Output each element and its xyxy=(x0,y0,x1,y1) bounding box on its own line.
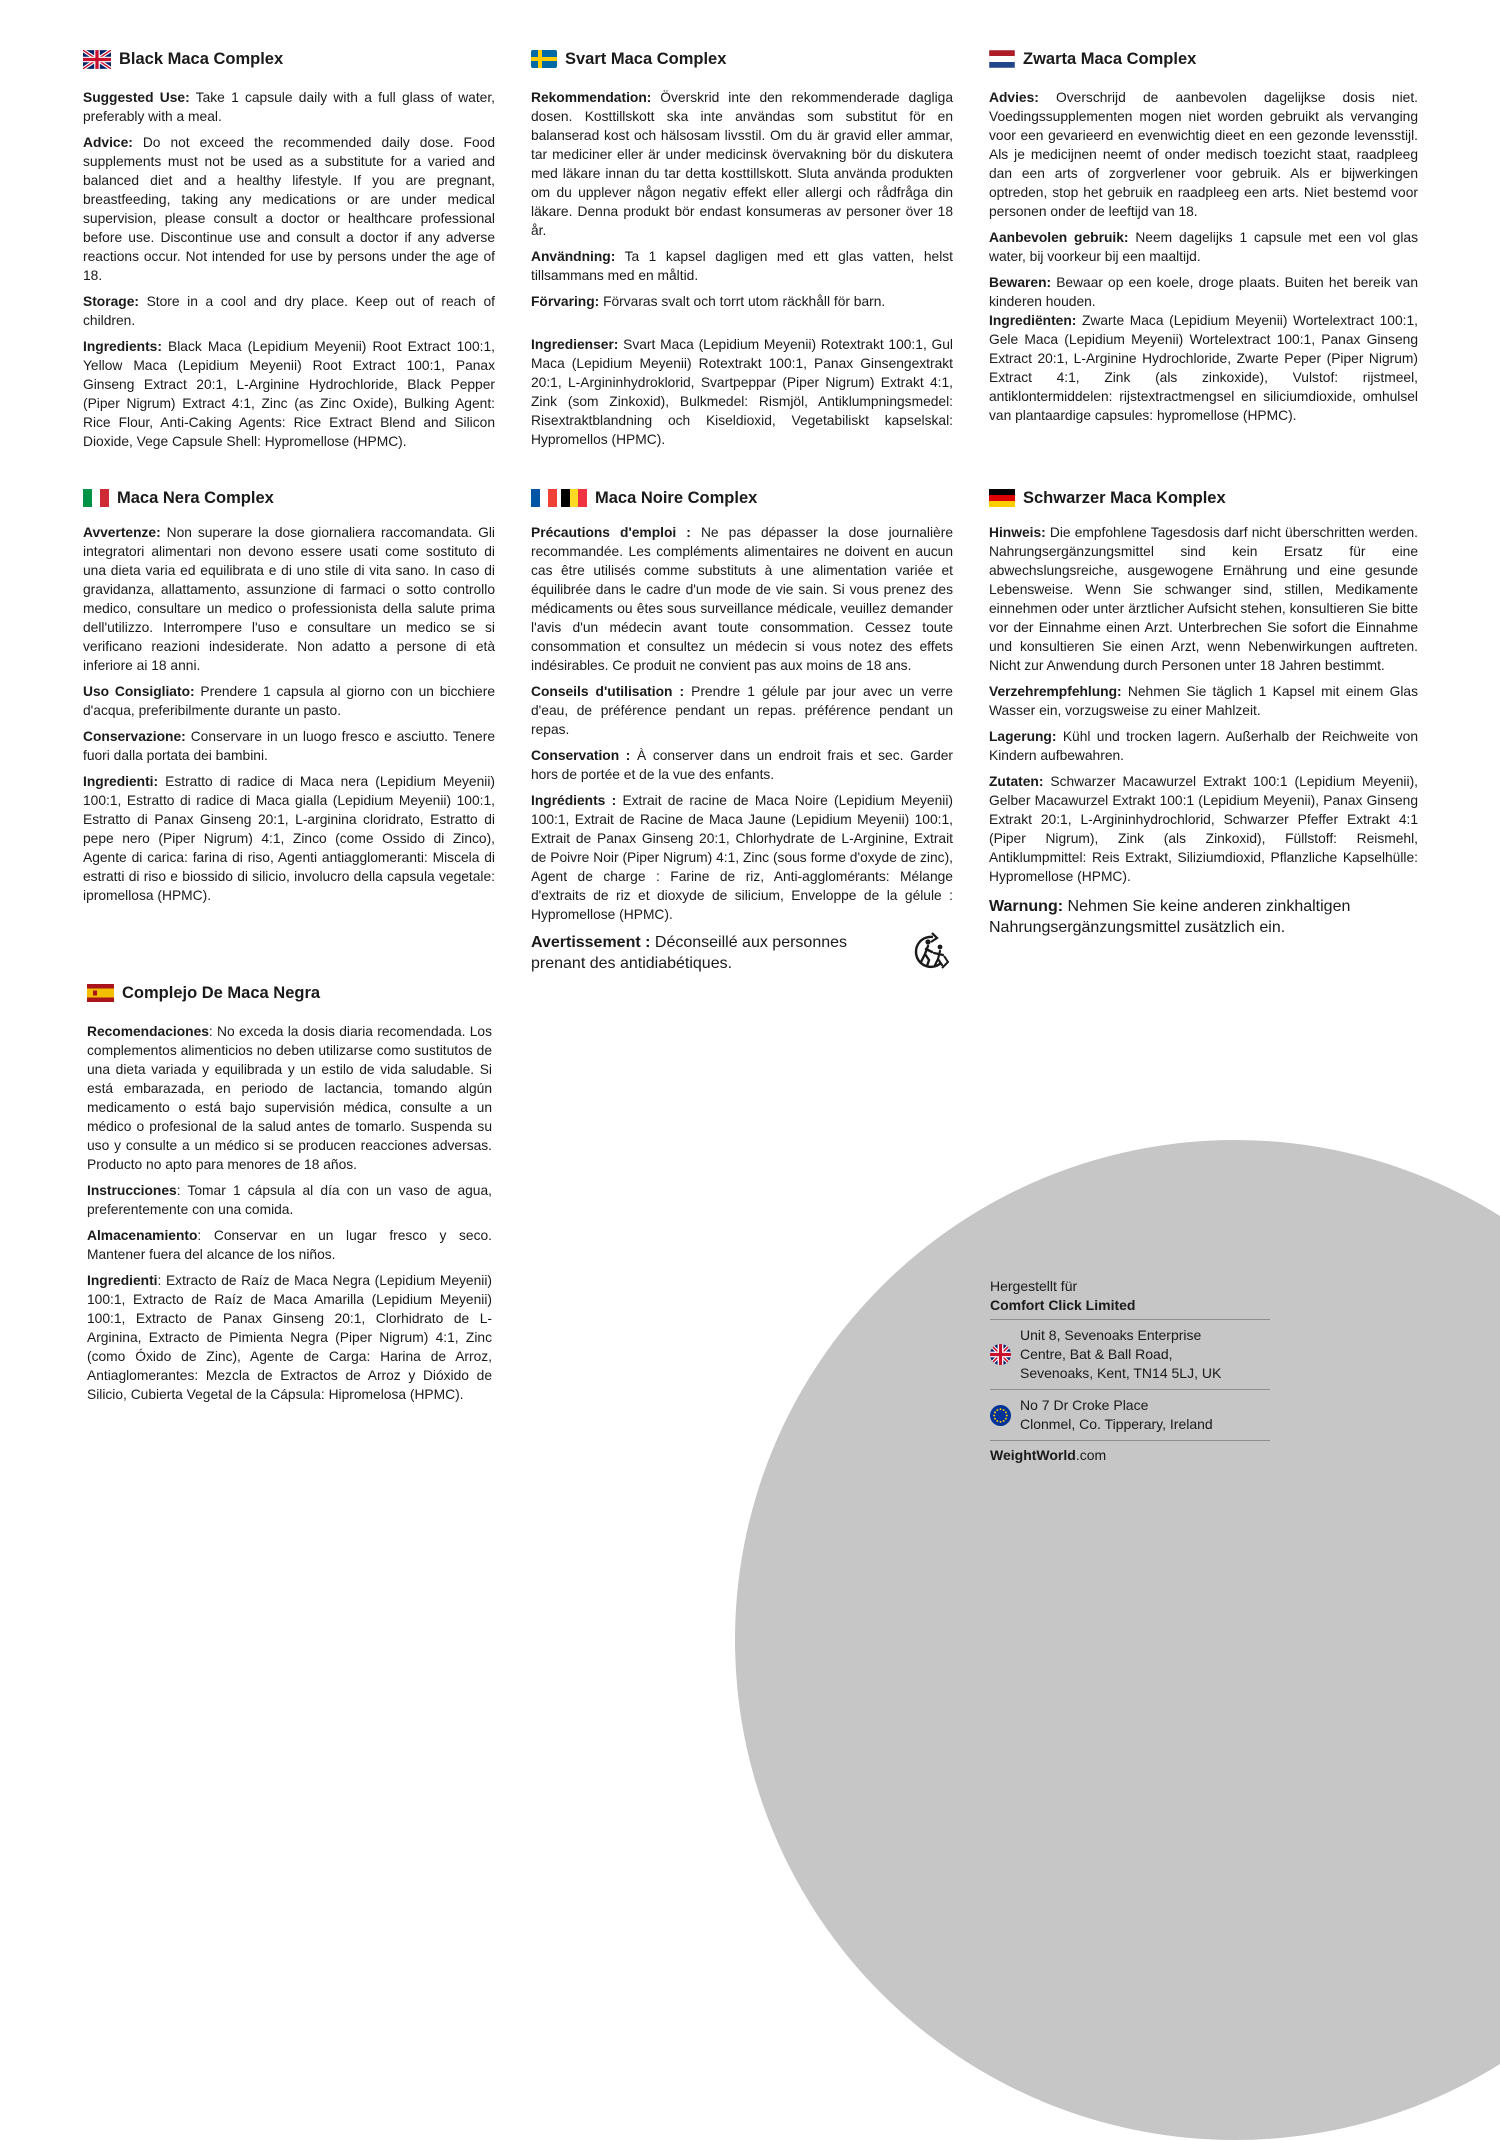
ingredients-paragraph: Ingredienti: Estratto di radice di Maca nera (Lepidium Meyenii) 100:1, Estratto di radice di Maca gialla (Lepidium Meyenii) 100:1, Estratto di Panax Ginseng 20:1, L-arginina cloridrato, Estratto di pepe nero (Piper Nigrum) 4:1, Zinco (come Ossido di Zinco), Agente di carica: farina di riso, Agenti antiagglomeranti: Miscela di estratti di riso e biossido di silicio, involucro della capsula vegetale: ipromellosa (HPMC). xyxy=(83,774,495,903)
ingredients-paragraph: Ingredients: Black Maca (Lepidium Meyenii) Root Extract 100:1, Yellow Maca (Lepidium Meyenii) Root Extract 100:1, Panax Ginseng Extract 20:1, L-Arginine Hydrochloride, Black Pepper (Piper Nigrum) Extract 4:1, Zinc (as Zinc Oxide), Bulking Agent: Rice Flour, Anti-Caking Agents: Rice Extract Blend and Silicon Dioxide, Vege Capsule Shell: Hypromellose (HPMC). xyxy=(83,339,495,449)
section-title xyxy=(531,487,953,509)
section-title-text: Zwarta Maca Complex xyxy=(1023,49,1197,68)
uk-flag-icon xyxy=(990,1344,1011,1365)
france-flag-icon xyxy=(531,489,557,507)
warning-text: Avertissement : Déconseillé aux personnes prenant des antidiabétiques. xyxy=(531,934,848,972)
advice-paragraph: Advies: Overschrijd de aanbevolen dagelijkse dosis niet. Voedingssupplementen mogen niet worden gebruikt als vervanging voor een gevarieerd en evenwichtig dieet en een gezonde levensstijl. Als je medicijnen neemt of onder medisch toezicht staat, raadpleeg dan een arts of zorgverlener voor gebruik. Als er bijwerkingen optreden, stop het gebruik en raadpleeg een arts. Niet bestemd voor personen onder de leeftijd van 18. xyxy=(989,90,1418,219)
spain-flag-icon xyxy=(87,984,114,1002)
section-swedish xyxy=(531,48,953,456)
consumption-recommendation-paragraph: Verzehrempfehlung: Nehmen Sie täglich 1 Kapsel mit einem Glas Wasser ein, vorzugsweise zu einer Mahlzeit. xyxy=(989,684,1418,718)
section-title xyxy=(87,982,492,1004)
uk-address-line-3: Sevenoaks, Kent, TN14 5LJ, UK xyxy=(1020,1365,1222,1381)
uk-address-row xyxy=(990,1319,1270,1389)
instructions-paragraph: Instrucciones: Tomar 1 cápsula al día con un vaso de agua, preferentemente con una comida. xyxy=(87,1183,492,1217)
netherlands-flag-icon xyxy=(989,50,1015,68)
section-title xyxy=(531,48,953,70)
ingredients-paragraph: Zutaten: Schwarzer Macawurzel Extrakt 100:1 (Lepidium Meyenii), Gelber Macawurzel Extrakt 100:1 (Lepidium Meyenii), Panax Ginseng Extrakt 20:1, L-Argininhydrochlorid, Schwarzer Pfeffer Extrakt 4:1 (Piper Nigrum), Zink (als Zinkoxid), Füllstoff: Reismehl, Antiklumpmittel: Reis Extrakt, Siliziumdioxid, Pflanzliche Kapselhülle: Hypromellose (HPMC). xyxy=(989,774,1418,884)
section-title-text: Svart Maca Complex xyxy=(565,49,727,68)
eu-address-line-2: Clonmel, Co. Tipperary, Ireland xyxy=(1020,1416,1213,1432)
made-for-label: Hergestellt für xyxy=(990,1278,1078,1294)
section-title-text: Maca Nera Complex xyxy=(117,488,274,507)
eu-address-row xyxy=(990,1389,1270,1440)
section-title-text: Complejo De Maca Negra xyxy=(122,983,321,1002)
germany-flag-icon xyxy=(989,489,1015,507)
manufacturer-block xyxy=(990,1277,1270,1465)
company-name: Comfort Click Limited xyxy=(990,1297,1136,1313)
section-french xyxy=(531,487,953,974)
precautions-paragraph: Précautions d'emploi : Ne pas dépasser la dose journalière recommandée. Les compléments alimentaires ne doivent en aucun cas être utilisés comme substituts à une alimentation variée et équilibrée dans le cadre d'un mode de vie sain. Si vous prenez des médicaments ou êtes sous surveillance médicale, veuillez demander l'avis d'un médecin avant toute consommation. Cessez toute consommation et consultez un médecin si vous notez des effets indésirables. Ce produit ne convient pas aux moins de 18 ans. xyxy=(531,525,953,673)
storage-paragraph: Förvaring: Förvaras svalt och torrt utom räckhåll för barn. xyxy=(531,294,886,309)
ingredients-paragraph: Ingredienser: Svart Maca (Lepidium Meyenii) Rotextrakt 100:1, Gul Maca (Lepidium Meyenii) Rotextrakt 100:1, Panax Ginsengextrakt 20:1, L-Argininhydroklorid, Svartpeppar (Piper Nigrum) Extrakt 4:1, Zink (som Zinkoxid), Bulkmedel: Rismjöl, Antiklumpningsmedel: Risextraktblandning och Kiseldioxid, Vegetabiliskt kapselskal: Hypromellos (HPMC). xyxy=(531,337,953,447)
section-english xyxy=(83,48,495,458)
storage-paragraph: Lagerung: Kühl und trocken lagern. Außerhalb der Reichweite von Kindern aufbewahren. xyxy=(989,729,1418,763)
notice-paragraph: Hinweis: Die empfohlene Tagesdosis darf nicht überschritten werden. Nahrungsergänzungsmittel sind kein Ersatz für eine abwechslungsreiche, ausgewogene Ernährung und eine gesunde Lebensweise. Wenn Sie schwanger sind, stillen, Medikamente einnehmen oder unter ärztlicher Aufsicht stehen, konsultieren Sie bitte vor der Einnahme einen Arzt. Unterbrechen Sie sofort die Einnahme und konsultieren Sie einen Arzt, wenn Nebenwirkungen auftreten. Nicht zur Anwendung durch Personen unter 18 Jahren bestimmt. xyxy=(989,525,1418,673)
eu-address-line-1: No 7 Dr Croke Place xyxy=(1020,1397,1149,1413)
warnings-paragraph: Avvertenze: Non superare la dose giornaliera raccomandata. Gli integratori alimentari non devono essere usati come sostituto di una dieta varia ed equilibrata e di uno stile di vita sano. In caso di gravidanza, allattamento, assunzione di farmaci o sotto controllo medico, consultare un medico o professionista della salute prima dell'utilizzo. Interrompere l'uso e consultare un medico se si verificano reazioni indesiderate. Non adatto a persone di età inferiore ai 18 anni. xyxy=(83,525,495,673)
section-spanish xyxy=(87,982,492,1411)
suggested-use-paragraph: Suggested Use: Take 1 capsule daily with a full glass of water, preferably with a meal. xyxy=(83,90,496,124)
section-title-text: Schwarzer Maca Komplex xyxy=(1023,488,1226,507)
section-title xyxy=(83,48,495,70)
recommendation-paragraph: Rekommendation: Överskrid inte den rekommenderade dagliga dosen. Kosttillskott ska inte användas som substitut för en balanserad kost och hälsosam livsstil. Om du är gravid eller ammar, tar mediciner eller är under medicinsk övervakning bör du diskutera med läkare innan du tar detta kosttillskott. Sluta använda produkten om du upplever någon negativ effekt eller allergi och rådfråga din läkare. Denna produkt bör endast konsumeras av personer över 18 år. xyxy=(531,90,953,238)
website-link[interactable]: WeightWorld.com xyxy=(990,1440,1270,1465)
section-title xyxy=(989,48,1418,70)
recommended-use-paragraph: Aanbevolen gebruik: Neem dagelijks 1 capsule met een vol glas water, bij voorkeur bij een maaltijd. xyxy=(989,230,1418,264)
section-title-text: Black Maca Complex xyxy=(119,49,284,68)
storage-paragraph: Conservazione: Conservare in un luogo fresco e asciutto. Tenere fuori dalla portata dei bambini. xyxy=(83,729,495,763)
recommended-use-paragraph: Uso Consigliato: Prendere 1 capsula al giorno con un bicchiere d'acqua, preferibilmente durante un pasto. xyxy=(83,684,495,718)
uk-flag-icon xyxy=(83,50,111,69)
storage-paragraph: Bewaren: Bewaar op een koele, droge plaats. Buiten het bereik van kinderen houden. xyxy=(989,275,1418,309)
warning-row xyxy=(531,932,953,974)
ingredients-paragraph: Ingrédients : Extrait de racine de Maca Noire (Lepidium Meyenii) 100:1, Extrait de Racine de Maca Jaune (Lepidium Meyenii) 100:1, Extrait de Panax Ginseng 20:1, Chlorhydrate de L-Arginine, Extrait de Poivre Noir (Piper Nigrum) 4:1, Zinc (sous forme d'oxyde de zinc), Agent de charge : Farine de riz, Anti-agglomérants: Mélange d'extraits de riz et dioxyde de silicium, Enveloppe de la gélule : Hypromellose (HPMC). xyxy=(531,793,953,922)
usage-advice-paragraph: Conseils d'utilisation : Prendre 1 gélule par jour avec un verre d'eau, de préférence pendant un repas. préférence pendant un repas. xyxy=(531,684,953,737)
section-title-text: Maca Noire Complex xyxy=(595,488,758,507)
recycling-triman-icon xyxy=(907,932,951,972)
section-title xyxy=(83,487,495,509)
uk-address-line-1: Unit 8, Sevenoaks Enterprise xyxy=(1020,1327,1202,1343)
ingredients-paragraph: Ingredienti: Extracto de Raíz de Maca Negra (Lepidium Meyenii) 100:1, Extracto de Raíz de Maca Amarilla (Lepidium Meyenii) 100:1, Extracto de Panax Ginseng 20:1, Clorhidrato de L-Arginina, Extracto de Pimienta Negra (Piper Nigrum) 4:1, Zinc (como Óxido de Zinc), Agente de Carga: Harina de Arroz, Antiaglomerantes: Mezcla de Extractos de Arroz y Dióxido de Silicio, Cubierta Vegetal de la Cápsula: Hipromelosa (HPMC). xyxy=(87,1273,492,1402)
eu-flag-icon xyxy=(990,1405,1011,1426)
section-title xyxy=(989,487,1418,509)
italy-flag-icon xyxy=(83,489,109,507)
section-german xyxy=(989,487,1418,938)
sweden-flag-icon xyxy=(531,50,557,68)
ingredients-paragraph: Ingrediënten: Zwarte Maca (Lepidium Meyenii) Wortelextract 100:1, Gele Maca (Lepidium Meyenii) Wortelextract 100:1, Panax Ginseng Extract 20:1, L-Arginine Hydrochloride, Zwarte Peper (Piper Nigrum) Extract 4:1, Zink (als zinkoxide), Vulstof: rijstmeel, antiklontermiddelen: rijstextractmengsel en siliciumdioxide, omhulsel van plantaardige capsules: hypromellose (HPMC). xyxy=(989,313,1418,423)
usage-paragraph: Användning: Ta 1 kapsel dagligen med ett glas vatten, helst tillsammans med en måltid. xyxy=(531,249,953,283)
belgium-flag-icon xyxy=(561,489,587,507)
section-dutch xyxy=(989,48,1418,432)
section-italian xyxy=(83,487,495,912)
storage-paragraph: Conservation : À conserver dans un endroit frais et sec. Garder hors de portée et de la vue des enfants. xyxy=(531,748,954,782)
uk-address-line-2: Centre, Bat & Ball Road, xyxy=(1020,1346,1173,1362)
recommendations-paragraph: Recomendaciones: No exceda la dosis diaria recomendada. Los complementos alimenticios no deben utilizarse como sustitutos de una dieta variada y equilibrada y un estilo de vida saludable. Si está embarazada, en periodo de lactancia, tomando algún medicamento o está bajo supervisión médica, consulte a un médico o profesional de la salud antes de tomarlo. Suspenda su uso y consulte a un médico si se producen reacciones adversas. Producto no apto para menores de 18 años. xyxy=(87,1024,492,1172)
storage-paragraph: Storage: Store in a cool and dry place. Keep out of reach of children. xyxy=(83,294,495,328)
storage-paragraph: Almacenamiento: Conservar en un lugar fresco y seco. Mantener fuera del alcance de los niños. xyxy=(87,1228,492,1262)
warning-text: Warnung: Nehmen Sie keine anderen zinkhaltigen Nahrungsergänzungsmittel zusätzlich ein. xyxy=(989,898,1351,936)
advice-paragraph: Advice: Do not exceed the recommended daily dose. Food supplements must not be used as a substitute for a varied and balanced diet and a healthy lifestyle. If you are pregnant, breastfeeding, taking any medications or are under medical supervision, please consult a doctor or healthcare professional before use. Discontinue use and consult a doctor if any adverse reactions occur. Not intended for use by persons under the age of 18. xyxy=(83,135,495,283)
